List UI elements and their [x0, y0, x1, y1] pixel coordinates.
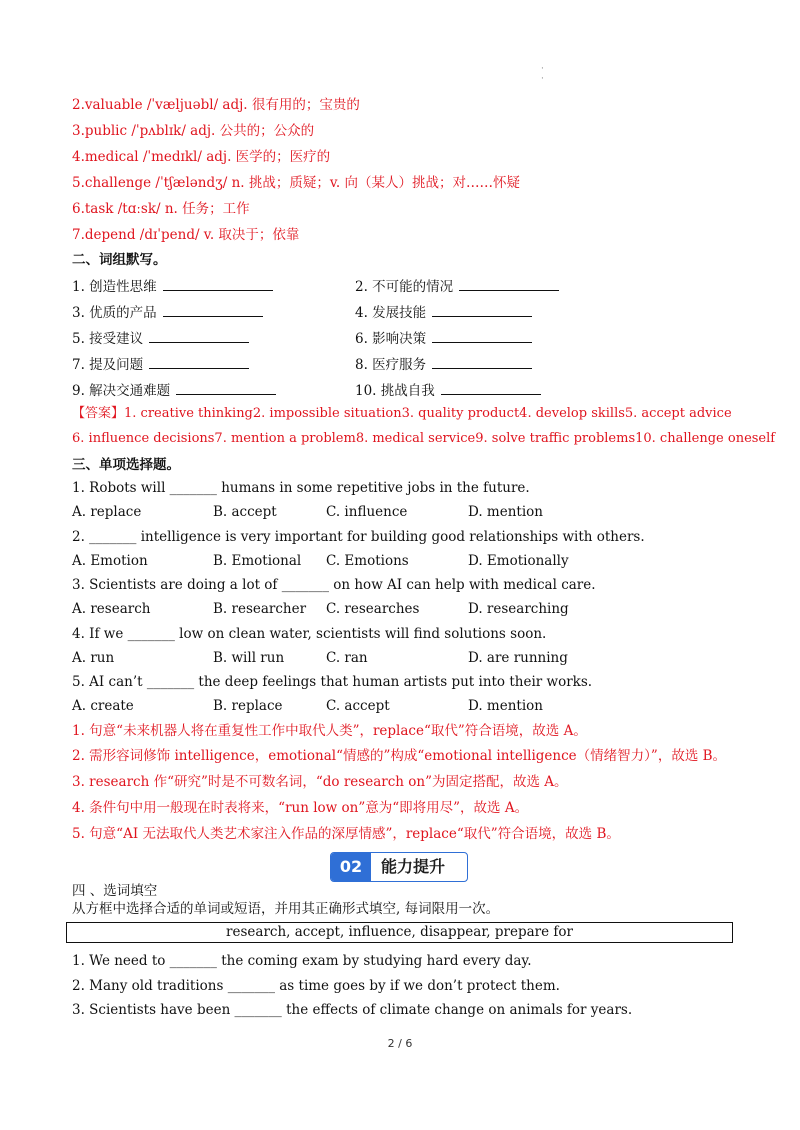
banner-number: 02 [331, 853, 371, 881]
explanation: 4. 条件句中用一般现在时表将来，“run low on”意为“即将用尽”，故选 A。 [72, 800, 529, 816]
question-text: 2. _______ intelligence is very important for building good relationships with others. [72, 529, 645, 545]
explanation: 2. 需形容词修饰 intelligence，emotional“情感的”构成“emotional intelligence（情绪智力）”，故选 B。 [72, 748, 727, 764]
option: A. replace [72, 504, 142, 520]
phrase-item: 5. 接受建议 [72, 328, 249, 348]
phrase-item: 9. 解决交通难题 [72, 380, 276, 400]
option: B. Emotional [213, 553, 302, 569]
option: A. run [72, 650, 115, 666]
question-text: 4. If we _______ low on clean water, scientists will find solutions soon. [72, 626, 547, 642]
phrase-item: 1. 创造性思维 [72, 276, 273, 296]
section4-title: 四 、选词填空 [72, 883, 158, 899]
fill-sentence: 1. We need to _______ the coming exam by studying hard every day. [72, 953, 532, 969]
explanation: 1. 句意“未来机器人将在重复性工作中取代人类”，replace“取代”符合语境，故选 A。 [72, 723, 587, 739]
vocab-item: 4.medical /ˈmedɪkl/ adj. 医学的；医疗的 [72, 149, 331, 165]
phrase-item: 6. 影响决策 [355, 328, 532, 348]
vocab-item: 3.public /ˈpʌblɪk/ adj. 公共的；公众的 [72, 123, 315, 139]
option: C. influence [326, 504, 408, 520]
page-number: 2 / 6 [387, 1037, 413, 1050]
option: B. researcher [213, 601, 307, 617]
phrase-item: 3. 优质的产品 [72, 302, 263, 322]
section4-instruction: 从方框中选择合适的单词或短语，并用其正确形式填空, 每词限用一次。 [72, 901, 500, 917]
corner-marks: · · [541, 64, 544, 84]
option: C. Emotions [326, 553, 409, 569]
section-banner [330, 852, 468, 882]
phrase-item: 7. 提及问题 [72, 354, 249, 374]
question-text: 3. Scientists are doing a lot of _______ on how AI can help with medical care. [72, 577, 596, 593]
option: D. are running [468, 650, 568, 666]
option: B. accept [213, 504, 277, 520]
option: A. create [72, 698, 134, 714]
option: C. researches [326, 601, 420, 617]
section2-answer: 【答案】1. creative thinking2. impossible situation3. quality product4. develop skills5. accept advice [72, 406, 732, 421]
question-text: 1. Robots will _______ humans in some repetitive jobs in the future. [72, 480, 530, 496]
option: D. mention [468, 504, 543, 520]
option: D. mention [468, 698, 543, 714]
word-box: research, accept, influence, disappear, prepare for [66, 922, 733, 943]
option: B. will run [213, 650, 285, 666]
section2-answer: 6. influence decisions7. mention a problem8. medical service9. solve traffic problems10. challenge oneself [72, 431, 776, 446]
vocab-item: 2.valuable /ˈvæljuəbl/ adj. 很有用的；宝贵的 [72, 97, 360, 113]
option: C. accept [326, 698, 390, 714]
question-text: 5. AI can’t _______ the deep feelings that human artists put into their works. [72, 674, 593, 690]
section2-title: 二、词组默写。 [72, 252, 167, 268]
vocab-item: 6.task /tɑːsk/ n. 任务；工作 [72, 201, 250, 217]
phrase-item: 2. 不可能的情况 [355, 276, 559, 296]
explanation: 3. research 作“研究”时是不可数名词，“do research on”为固定搭配，故选 A。 [72, 774, 568, 790]
option: C. ran [326, 650, 368, 666]
option: D. researching [468, 601, 569, 617]
option: A. Emotion [72, 553, 148, 569]
option: D. Emotionally [468, 553, 569, 569]
phrase-item: 10. 挑战自我 [355, 380, 541, 400]
option: A. research [72, 601, 151, 617]
vocab-item: 5.challenge /ˈtʃæləndʒ/ n. 挑战；质疑；v. 向（某人）挑战；对……怀疑 [72, 175, 520, 191]
vocab-item: 7.depend /dɪˈpend/ v. 取决于；依靠 [72, 227, 300, 243]
explanation: 5. 句意“AI 无法取代人类艺术家注入作品的深厚情感”，replace“取代”符合语境，故选 B。 [72, 826, 620, 842]
fill-sentence: 2. Many old traditions _______ as time goes by if we don’t protect them. [72, 978, 560, 994]
banner-label: 能力提升 [381, 857, 446, 876]
option: B. replace [213, 698, 283, 714]
phrase-item: 4. 发展技能 [355, 302, 532, 322]
fill-sentence: 3. Scientists have been _______ the effects of climate change on animals for years. [72, 1002, 633, 1018]
section3-title: 三、单项选择题。 [72, 457, 180, 473]
phrase-item: 8. 医疗服务 [355, 354, 532, 374]
